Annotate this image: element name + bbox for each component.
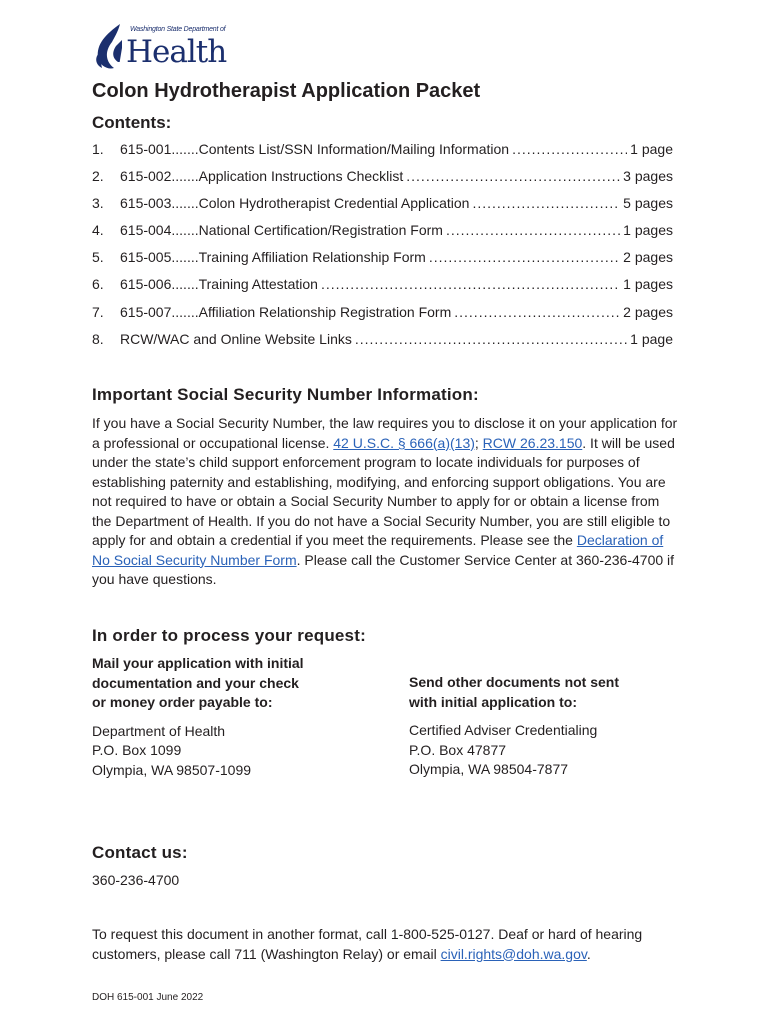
declaration-link[interactable]: Declaration of No Social Security Number Form bbox=[92, 532, 664, 568]
ssn-text-3: . Please call the Customer Service Center at 360-236-4700 if you have questions. bbox=[92, 551, 675, 587]
item-label: 615-005.......Training Affiliation Relationship Form bbox=[120, 249, 426, 266]
usc-link[interactable]: 42 U.S.C. § 666(a)(13) bbox=[333, 434, 475, 451]
contents-item bbox=[92, 304, 673, 331]
label-line: documentation and your check bbox=[92, 674, 299, 691]
item-label: RCW/WAC and Online Website Links bbox=[120, 330, 352, 347]
other-documents-label bbox=[409, 673, 619, 712]
item-number: 2. bbox=[92, 168, 104, 185]
dot-leader bbox=[429, 249, 620, 265]
dot-leader bbox=[355, 331, 627, 347]
label-line: with initial application to: bbox=[409, 693, 577, 710]
contents-list bbox=[92, 141, 673, 358]
accessibility-end: . bbox=[586, 945, 591, 962]
address-line: Certified Adviser Credentialing bbox=[409, 722, 598, 738]
item-number: 7. bbox=[92, 303, 104, 320]
process-heading: In order to process your request: bbox=[92, 626, 366, 645]
item-pages: 1 page bbox=[630, 141, 673, 157]
item-pages: 3 pages bbox=[623, 168, 673, 185]
contents-item bbox=[92, 168, 673, 195]
ssn-text-2: . It will be used under the state’s child support enforcement program to locate individuals for purposes of establishing paternity and establishing, modifying, and enforcing support obligations. You are not required to have or obtain a Social Security Number to apply for or obtain a license from the Department of Health. If you do not have a Social Security Number, you are still eligible to apply for and obtain a credential if you meet the requirements. Please see the bbox=[92, 434, 675, 548]
address-line: Olympia, WA 98504-7877 bbox=[409, 761, 569, 777]
item-number: 8. bbox=[92, 330, 104, 347]
contents-item bbox=[92, 331, 673, 358]
contact-heading: Contact us: bbox=[92, 843, 188, 862]
ssn-text-1: If you have a Social Security Number, the law requires you to disclose it on your application for a professional or occupational license. bbox=[92, 415, 678, 451]
item-number: 4. bbox=[92, 222, 104, 239]
contents-item bbox=[92, 249, 673, 276]
item-label: 615-004.......National Certification/Registration Form bbox=[120, 222, 443, 239]
item-number: 3. bbox=[92, 195, 104, 212]
dot-leader bbox=[454, 304, 620, 320]
logo-subtitle: Washington State Department of bbox=[130, 26, 226, 33]
ssn-sep: ; bbox=[474, 434, 483, 451]
address-line: P.O. Box 1099 bbox=[92, 742, 182, 758]
doh-logo bbox=[92, 20, 227, 76]
address-line: Department of Health bbox=[92, 722, 226, 739]
item-number: 5. bbox=[92, 249, 104, 266]
ssn-paragraph bbox=[92, 414, 682, 590]
mail-application-column bbox=[92, 654, 304, 780]
item-number: 6. bbox=[92, 276, 104, 293]
rcw-link[interactable]: RCW 26.23.150 bbox=[482, 434, 583, 451]
label-line: Mail your application with initial bbox=[92, 655, 304, 671]
contents-item bbox=[92, 141, 673, 168]
item-pages: 1 pages bbox=[623, 276, 673, 293]
item-label: 615-006.......Training Attestation bbox=[120, 276, 318, 293]
other-documents-column bbox=[409, 673, 619, 780]
mail-address bbox=[92, 722, 304, 781]
contact-phone: 360-236-4700 bbox=[92, 872, 180, 888]
item-label: 615-007.......Affiliation Relationship Registration Form bbox=[120, 303, 452, 320]
mail-application-label bbox=[92, 654, 304, 713]
item-number: 1. bbox=[92, 141, 104, 157]
dot-leader bbox=[406, 168, 620, 184]
dot-leader bbox=[321, 276, 620, 292]
item-label: 615-002.......Application Instructions Checklist bbox=[120, 168, 404, 185]
item-label: 615-003.......Colon Hydrotherapist Credential Application bbox=[120, 195, 470, 212]
email-link[interactable]: civil.rights@doh.wa.gov bbox=[440, 945, 587, 962]
contents-item bbox=[92, 276, 673, 303]
logo-wordmark: Health bbox=[126, 34, 227, 70]
document-footer: DOH 615-001 June 2022 bbox=[92, 992, 204, 1003]
contents-item bbox=[92, 195, 673, 222]
dot-leader bbox=[512, 141, 627, 157]
item-pages: 5 pages bbox=[623, 195, 673, 212]
ssn-heading: Important Social Security Number Information: bbox=[92, 385, 479, 404]
item-pages: 1 page bbox=[630, 330, 673, 347]
contents-item bbox=[92, 222, 673, 249]
page-title: Colon Hydrotherapist Application Packet bbox=[92, 80, 481, 102]
other-documents-address bbox=[409, 721, 619, 780]
item-pages: 2 pages bbox=[623, 249, 673, 266]
label-line: or money order payable to: bbox=[92, 694, 273, 710]
dot-leader bbox=[446, 222, 620, 238]
accessibility-text: To request this document in another format, call 1-800-525-0127. Deaf or hard of hearing customers, please call 711 (Washington Relay) or email bbox=[92, 926, 643, 962]
address-line: Olympia, WA 98507-1099 bbox=[92, 761, 252, 778]
dot-leader bbox=[472, 195, 620, 211]
item-label: 615-001.......Contents List/SSN Information/Mailing Information bbox=[120, 141, 510, 157]
contents-heading: Contents: bbox=[92, 113, 172, 132]
item-pages: 2 pages bbox=[623, 303, 673, 320]
label-line: Send other documents not sent bbox=[409, 674, 620, 690]
item-pages: 1 pages bbox=[623, 222, 673, 239]
address-line: P.O. Box 47877 bbox=[409, 741, 507, 758]
accessibility-paragraph bbox=[92, 925, 682, 964]
